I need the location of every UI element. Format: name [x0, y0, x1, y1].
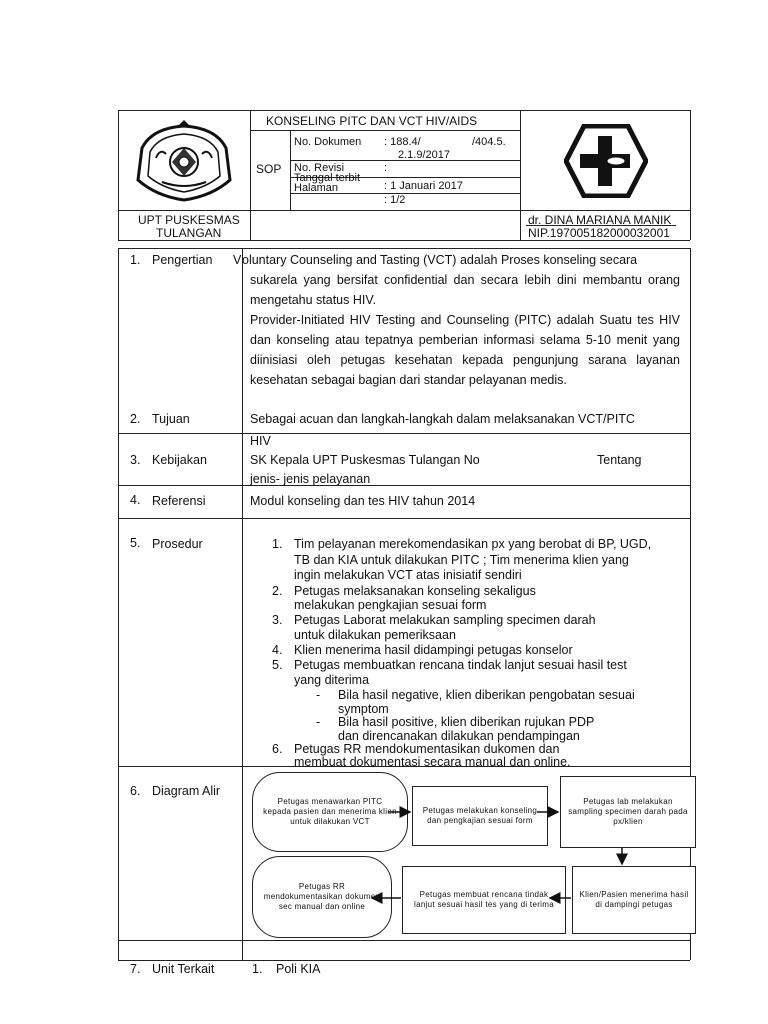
prosedur-sub-line: Bila hasil positive, klien diberikan rujukan PDP [338, 715, 595, 729]
flow-box-documentation: Petugas RR mendokumentasikan dokumen sec manual dan online [252, 856, 392, 938]
pengertian-text-pitc: Provider-Initiated HIV Testing and Counseling (PITC) adalah Suatu tes HIV dan konseling atau tepatnya pemberian informasi selama 5-10 menit yang diinisiasi oleh petugas kesehatan kepada pengunjung sarana layanan kesehatan sebagai bagian dari standar pelayanan medis. [250, 313, 680, 387]
no-revisi-label: No. Revisi [294, 162, 345, 174]
prosedur-step-line: melakukan pengkajian sesuai form [294, 598, 487, 612]
no-dokumen-value: : 188.4/ [384, 136, 421, 148]
kebijakan-text-line2: jenis- jenis pelayanan [250, 472, 371, 486]
prosedur-step-number: 5. [272, 658, 283, 672]
prosedur-step-line: membuat dokumentasi secara manual dan online. [294, 755, 571, 769]
prosedur-step-line: Klien menerima hasil didampingi petugas konselor [294, 643, 573, 657]
kebijakan-text-line1: SK Kepala UPT Puskesmas Tulangan No [250, 453, 480, 467]
prosedur-step-line: Tim pelayanan merekomendasikan px yang berobat di BP, UGD, [294, 537, 652, 551]
unit-item-poli-kia: Poli KIA [276, 962, 321, 976]
section-label-referensi: Referensi [152, 494, 206, 508]
prosedur-sub-line: symptom [338, 702, 389, 716]
section-number: 2. [130, 412, 141, 426]
prosedur-step-number: 4. [272, 643, 283, 657]
flow-box-follow-up-plan: Petugas membuat rencana tindak lanjut sesuai hasil tes yang di terima [402, 866, 566, 934]
prosedur-step-line: untuk dilakukan pemeriksaan [294, 628, 456, 642]
unit-item-number: 1. [252, 962, 263, 976]
puskesmas-logo [564, 124, 648, 198]
tanggal-terbit-value: : 1 Januari 2017 [384, 180, 463, 192]
halaman-value: : 1/2 [384, 194, 406, 206]
prosedur-sub-line: Bila hasil negative, klien diberikan pengobatan sesuai [338, 688, 635, 702]
no-dokumen-label: No. Dokumen [294, 136, 362, 148]
prosedur-sub-bullet: - [316, 688, 321, 702]
flow-box-lab-sampling: Petugas lab melakukan sampling specimen darah pada px/klien [560, 776, 696, 848]
sop-label: SOP [256, 162, 282, 176]
prosedur-sub-line: dan direncanakan dilakukan pendampingan [338, 729, 580, 743]
section-label-prosedur: Prosedur [152, 537, 203, 551]
prosedur-step-line: TB dan KIA untuk dilakukan PITC ; Tim menerima klien yang [294, 553, 629, 567]
prosedur-step-line: Petugas melaksanakan konseling sekaligus [294, 584, 536, 598]
section-label-diagram-alir: Diagram Alir [152, 784, 221, 798]
section-number: 7. [130, 962, 141, 976]
signer-name: dr. DINA MARIANA MANIK [528, 213, 672, 227]
no-revisi-value: : [384, 162, 388, 174]
section-label-unit-terkait: Unit Terkait [152, 962, 215, 976]
section-number: 6. [130, 784, 141, 798]
referensi-text: Modul konseling dan tes HIV tahun 2014 [250, 494, 476, 508]
document-title: KONSELING PITC DAN VCT HIV/AIDS [266, 114, 478, 128]
section-label-kebijakan: Kebijakan [152, 453, 207, 467]
org-name-line2: TULANGAN [156, 226, 222, 240]
tanggal-terbit-label: Tanggal terbit [294, 172, 361, 184]
section-number: 3. [130, 453, 141, 467]
prosedur-step-number: 6. [272, 742, 283, 756]
section-number: 4. [130, 493, 141, 507]
regency-seal-logo [132, 118, 236, 204]
kebijakan-text-tentang: Tentang [597, 453, 642, 467]
tujuan-text-line2: HIV [250, 434, 271, 448]
section-label-tujuan: Tujuan [152, 412, 190, 426]
no-dokumen-value-2: /404.5. [472, 136, 506, 148]
prosedur-step-line: Petugas membuatkan rencana tindak lanjut sesuai hasil test [294, 658, 627, 672]
flow-box-konseling: Petugas melakukan konseling dan pengkajian sesuai form [412, 786, 548, 846]
prosedur-step-number: 1. [272, 537, 283, 551]
section-number: 5. [130, 536, 141, 550]
prosedur-sub-bullet: - [316, 715, 321, 729]
halaman-label: Halaman [294, 182, 339, 194]
prosedur-step-number: 3. [272, 613, 283, 627]
org-name-line1: UPT PUSKESMAS [138, 213, 240, 227]
pengertian-text: sukarela yang bersifat confidential dan secara lebih dini membantu orang mengetahu status HIV. [250, 273, 680, 307]
section-number: 1. [130, 253, 141, 267]
pengertian-lead-letter: V [233, 253, 242, 267]
prosedur-step-line: Petugas Laborat melakukan sampling specimen darah [294, 613, 596, 627]
prosedur-step-line: yang diterima [294, 673, 370, 687]
signer-nip: NIP.197005182000032001 [528, 226, 670, 240]
section-label-pengertian: Pengertian [152, 253, 213, 267]
flow-box-offer-pitc: Petugas menawarkan PITC kepada pasien dan menerima klien untuk dilakukan VCT [252, 772, 408, 852]
prosedur-step-line: Petugas RR mendokumentasikan dukomen dan [294, 742, 560, 756]
pengertian-line1: oluntary Counseling and Tasting (VCT) adalah Proses konseling secara [242, 253, 638, 267]
flow-box-receive-result: Klien/Pasien menerima hasil di dampingi petugas [572, 866, 696, 934]
prosedur-step-line: ingin melakukan VCT atas inisiatif sendiri [294, 568, 522, 582]
no-dokumen-value-3: 2.1.9/2017 [398, 149, 450, 161]
tujuan-text-line1: Sebagai acuan dan langkah-langkah dalam melaksanakan VCT/PITC [250, 412, 635, 426]
prosedur-step-number: 2. [272, 584, 283, 598]
